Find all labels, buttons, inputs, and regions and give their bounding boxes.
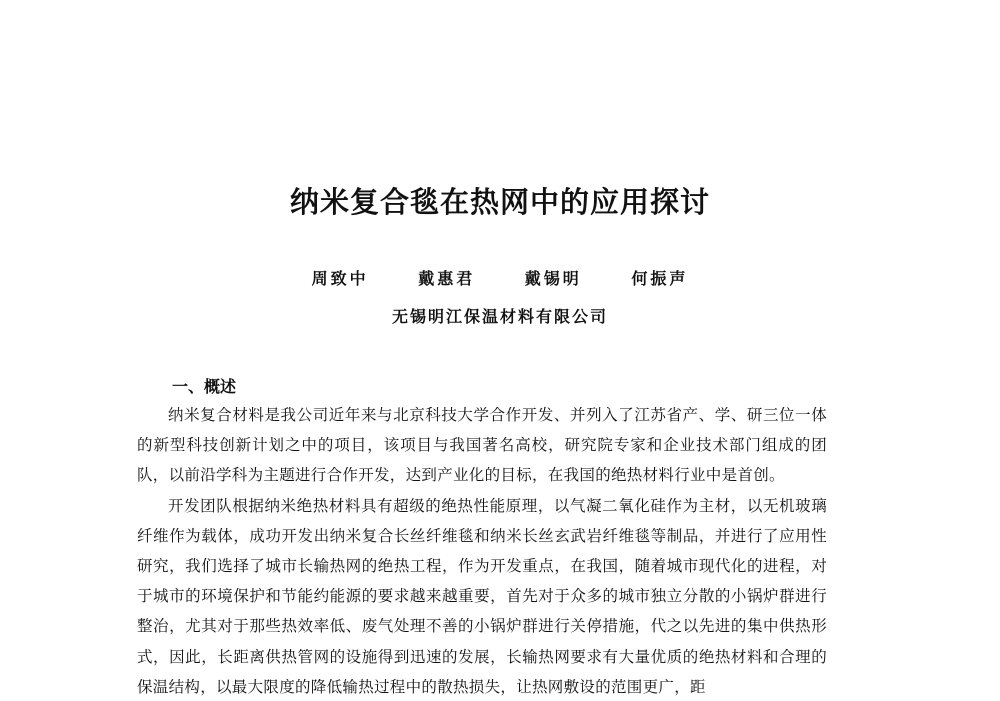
author-name: 戴锡明: [524, 269, 582, 288]
author-name: 戴惠君: [418, 269, 476, 288]
affiliation: 无锡明江保温材料有限公司: [391, 307, 608, 326]
author-name: 周致中: [311, 269, 369, 288]
paragraph: 纳米复合材料是我公司近年来与北京科技大学合作开发、并列入了江苏省产、学、研三位一体的新型科技创新计划之中的项目，该项目与我国著名高校，研究院专家和企业技术部门组成的团队，以前沿学科为主题进行合作开发，达到产业化的目标，在我国的绝热材料行业中是首创。: [137, 406, 827, 485]
section-heading: 一、概述: [172, 377, 237, 396]
author-name: 何振声: [631, 269, 689, 288]
author-list: [0, 266, 1000, 289]
body-text: [137, 400, 827, 701]
paper-title: 纳米复合毯在热网中的应用探讨: [289, 185, 710, 219]
paragraph: 开发团队根据纳米绝热材料具有超级的绝热性能原理，以气凝二氧化硅作为主材，以无机玻璃纤维作为载体，成功开发出纳米复合长丝纤维毯和纳米长丝玄武岩纤维毯等制品，并进行了应用性研究，我们选择了城市长输热网的绝热工程，作为开发重点，在我国，随着城市现代化的进程，对于城市的环境保护和节能约能源的要求越来越重要，首先对于众多的城市独立分散的小锅炉群进行整治，尤其对于那些热效率低、废气处理不善的小锅炉群进行关停措施，代之以先进的集中供热形式，因此，长距离供热管网的设施得到迅速的发展，长输热网要求有大量优质的绝热材料和合理的保温结构，以最大限度的降低输热过程中的散热损失，让热网敷设的范围更广，距: [137, 496, 827, 696]
